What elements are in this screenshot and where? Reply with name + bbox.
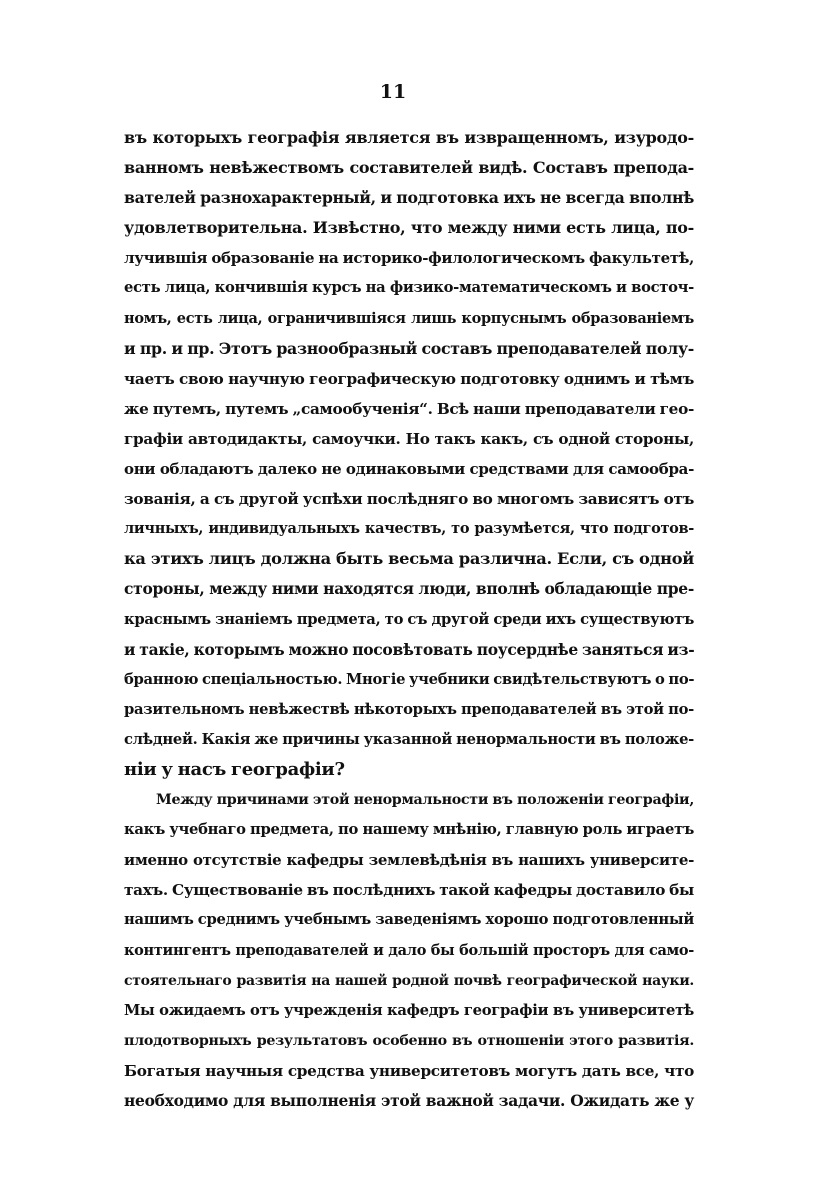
text-line: нашимъ среднимъ учебнымъ заведеніямъ хорошо подготовленный — [124, 911, 694, 929]
text-line: зованія, а съ другой успѣхи послѣдняго во многомъ зависятъ отъ — [124, 490, 694, 509]
text-line: стоятельнаго развитія на нашей родной почвѣ географической науки. — [124, 972, 694, 989]
text-line: Богатыя научныя средства университетовъ могутъ дать все, что — [124, 1061, 694, 1080]
text-line: графіи автодидакты, самоучки. Но такъ какъ, съ одной стороны, — [124, 429, 694, 448]
text-line: плодотворныхъ результатовъ особенно въ отношеніи этого развитія. — [124, 1032, 694, 1049]
text-line: слѣдней. Какія же причины указанной ненормальности въ положе- — [124, 730, 694, 748]
text-line: необходимо для выполненія этой важной задачи. Ожидать же у — [124, 1091, 694, 1110]
text-line: ніи у насъ географіи? — [124, 758, 345, 780]
text-line: личныхъ, индивидуальныхъ качествъ, то разумѣется, что подготов- — [124, 520, 694, 538]
text-line: чаетъ свою научную географическую подготовку однимъ и тѣмъ — [124, 369, 694, 388]
text-line: краснымъ знаніемъ предмета, то съ другой среди ихъ существуютъ — [124, 610, 694, 628]
text-line: есть лица, кончившія курсъ на физико-математическомъ и восточ- — [124, 279, 694, 297]
paragraph-1 — [124, 123, 694, 785]
body-text — [124, 123, 694, 1116]
text-line: ка этихъ лицъ должна быть весьма различна. Если, съ одной — [124, 549, 694, 569]
page-number: 11 — [379, 81, 407, 103]
text-line: ванномъ невѣжествомъ составителей видѣ. Составъ препода- — [124, 158, 694, 178]
text-line: какъ учебнаго предмета, по нашему мнѣнію, главную роль играетъ — [124, 821, 694, 839]
text-line: лучившія образованіе на историко-филологическомъ факультетѣ, — [124, 249, 694, 268]
text-line: и такіе, которымъ можно посовѣтовать поусерднѣе заняться из- — [124, 639, 695, 659]
text-line: Между причинами этой ненормальности въ положеніи географіи, — [156, 792, 694, 809]
text-line: контингентъ преподавателей и дало бы большій просторъ для само- — [124, 941, 694, 959]
text-line: номъ, есть лица, ограничившіяся лишь корпуснымъ образованіемъ — [124, 309, 694, 327]
text-line: же путемъ, путемъ „самообученія“. Всѣ наши преподаватели гео- — [124, 399, 694, 418]
paragraph-2 — [124, 785, 694, 1116]
text-line: Мы ожидаемъ отъ учрежденія кафедръ географіи въ университетѣ — [124, 1001, 694, 1019]
text-line: и пр. и пр. Этотъ разнообразный составъ преподавателей полу- — [124, 338, 694, 358]
text-line: тахъ. Существованіе въ послѣднихъ такой кафедры доставило бы — [124, 881, 694, 900]
text-line: въ которыхъ географія является въ извращенномъ, изуродо- — [124, 128, 694, 147]
text-line: разительномъ невѣжествѣ нѣкоторыхъ преподавателей въ этой по- — [124, 700, 694, 718]
text-line: именно отсутствіе кафедры землевѣдѣнія въ нашихъ университе- — [124, 851, 694, 870]
text-line: они обладаютъ далеко не одинаковыми средствами для самообра- — [124, 460, 694, 479]
text-line: стороны, между ними находятся люди, вполнѣ обладающіе пре- — [124, 579, 694, 599]
text-line: бранною спеціальностью. Многіе учебники свидѣтельствуютъ о по- — [124, 670, 695, 688]
text-line: удовлетворительна. Извѣстно, что между ними есть лица, по- — [124, 218, 694, 238]
text-line: вателей разнохарактерный, и подготовка ихъ не всегда вполнѣ — [124, 188, 694, 208]
